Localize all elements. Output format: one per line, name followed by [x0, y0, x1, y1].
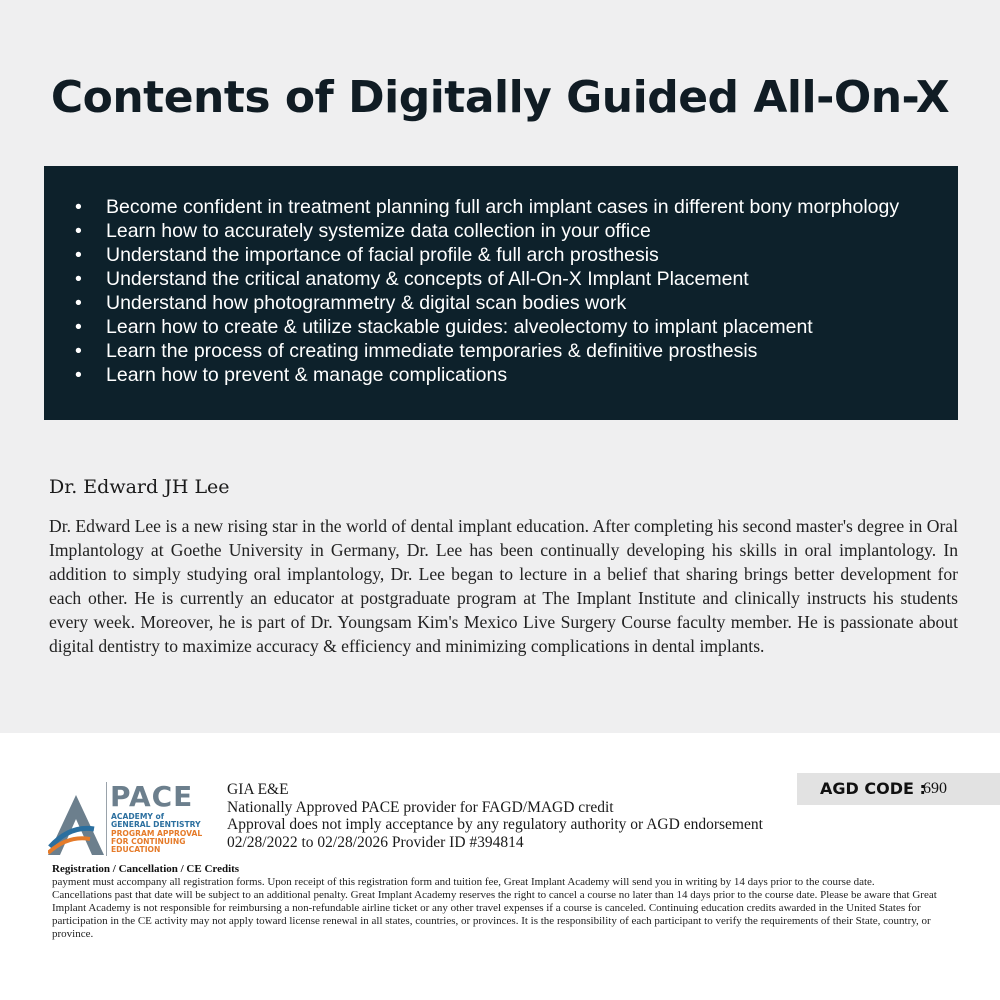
bullet-icon: •	[75, 364, 82, 386]
page-title: Contents of Digitally Guided All-On-X	[50, 72, 950, 123]
registration-text	[52, 876, 957, 941]
author-bio: Dr. Edward Lee is a new rising star in the world of dental implant education. After completing his second master's degree in Oral Implantology at Goethe University in Germany, Dr. Lee has been continually developing his skills in oral implantology. In addition to simply studying oral implantology, Dr. Lee began to lecture in a belief that sharing brings better development for each other. He is currently an educator at postgraduate program at The Implant Institute and clinically instructs his students every week. Moreover, he is part of Dr. Youngsam Kim's Mexico Live Surgery Course faculty member. He is passionate about digital dentistry to maximize accuracy & efficiency and minimizing complications in dental implants.	[49, 516, 958, 656]
registration-paragraph: Cancellations past that date will be subject to an additional penalty. Great Implant Academy reserves the right to cancel a course no later than 14 days prior to the course date. Please be aware that Great Implant Academy is not responsible for reimbursing a non-refundable airline ticket or any other travel expenses if a course is canceled. Continuing education credits awarded in the United States for participation in the CE activity may not apply toward license renewal in all states, countries, or provinces. It is the responsibility of each participant to verify the requirements of their State, country, or province.	[52, 889, 937, 940]
list-item: • Learn how to prevent & manage complications	[75, 364, 508, 386]
provider-name: GIA E&E	[227, 781, 289, 798]
provider-line: Nationally Approved PACE provider for FAGD/MAGD credit	[227, 798, 614, 816]
provider-line: Approval does not imply acceptance by any regulatory authority or AGD endorsement	[227, 816, 763, 833]
pace-provider-info	[227, 781, 763, 851]
registration-heading: Registration / Cancellation / CE Credits	[52, 863, 240, 875]
provider-line: 02/28/2022 to 02/28/2026 Provider ID #394814	[227, 833, 524, 851]
list-item: • Become confident in treatment planning full arch implant cases in different bony morphology	[75, 196, 900, 218]
contents-list	[44, 166, 958, 387]
list-item: • Understand the critical anatomy & concepts of All-On-X Implant Placement	[75, 268, 749, 290]
bullet-icon: •	[75, 196, 82, 218]
list-item: • Learn how to accurately systemize data collection in your office	[75, 220, 651, 242]
pace-wordmark: PACE	[110, 780, 194, 813]
list-item: • Understand how photogrammetry & digital scan bodies work	[75, 292, 627, 314]
pace-a-logo-icon	[48, 795, 104, 855]
bullet-icon: •	[75, 340, 82, 362]
registration-paragraph: payment must accompany all registration forms. Upon receipt of this registration form and tuition fee, Great Implant Academy will send you in writing by 14 days prior to the course date.	[52, 876, 875, 888]
bullet-icon: •	[75, 292, 82, 314]
bullet-icon: •	[75, 244, 82, 266]
list-item: • Learn the process of creating immediate temporaries & definitive prosthesis	[75, 340, 758, 362]
agd-code-value: 690	[923, 780, 947, 797]
contents-box	[44, 166, 958, 420]
agd-code-badge	[797, 773, 1000, 805]
pace-program-text: PROGRAM APPROVAL FOR CONTINUING EDUCATION	[111, 829, 203, 854]
bullet-icon: •	[75, 316, 82, 338]
list-item: • Learn how to create & utilize stackable guides: alveolectomy to implant placement	[75, 316, 813, 338]
pace-agd-text: ACADEMY of GENERAL DENTISTRY	[111, 812, 201, 829]
bullet-icon: •	[75, 268, 82, 290]
pace-logo	[48, 780, 218, 858]
logo-divider	[106, 782, 107, 856]
bullet-icon: •	[75, 220, 82, 242]
agd-code-label: AGD CODE :	[820, 779, 926, 798]
author-name: Dr. Edward JH Lee	[49, 476, 230, 498]
list-item: • Understand the importance of facial profile & full arch prosthesis	[75, 244, 659, 266]
